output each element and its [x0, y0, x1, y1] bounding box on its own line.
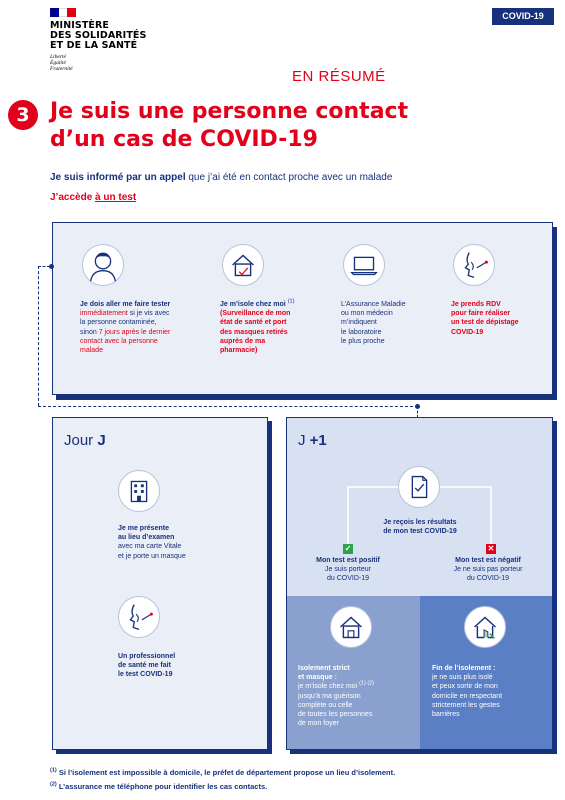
logo-line: ET DE LA SANTÉ [50, 40, 138, 51]
step-bold: Je dois aller me faire tester [80, 301, 171, 308]
ministry-logo [50, 8, 160, 72]
day-label-prefix: Jour [64, 432, 98, 449]
step-bold: le test COVID-19 [118, 671, 173, 679]
result-negative [432, 556, 544, 584]
step-text: ou mon médecin [341, 310, 393, 318]
step-text: L’Assurance Maladie [341, 301, 406, 308]
step-red: pour faire réaliser [451, 310, 511, 318]
home-open-icon [464, 606, 506, 648]
footnote-ref: (1) [50, 767, 57, 774]
footnote-ref: (2) [50, 781, 57, 788]
day-j-panel [52, 417, 268, 750]
covid-badge: COVID-19 [492, 8, 554, 25]
footnote-text: Si l’isolement est impossible à domicile, le préfet de département propose un lieu d’isolement. [56, 768, 396, 777]
step-bold: Je m’isole chez moi [220, 301, 286, 308]
step-text: de toutes les personnes [298, 711, 373, 719]
logo-line: DES SOLIDARITÉS [50, 30, 147, 41]
step-bold: Un professionnel [118, 653, 176, 660]
step-red: un test de dépistage [451, 319, 519, 327]
step-red: auprès de ma [220, 337, 266, 345]
step-text: la personne contaminée, [80, 319, 157, 327]
step-text: Je ne suis pas porteur [453, 566, 523, 574]
isolation-end [432, 664, 548, 719]
step-red: (Surveillance de mon [220, 310, 291, 318]
step-go-exam-place [118, 524, 258, 561]
step-text: et je porte un masque [118, 552, 186, 560]
connector-line [38, 406, 418, 407]
motto-line: Égalité [50, 60, 66, 66]
step-text: je m’isole chez moi [298, 683, 358, 691]
intro-rest: que j’ai été en contact proche avec un malade [185, 172, 393, 183]
en-resume-label: EN RÉSUMÉ [292, 68, 386, 85]
swab-test-icon [118, 596, 160, 638]
access-prefix: J’accède [50, 192, 96, 203]
title-line: d’un cas de COVID-19 [50, 127, 318, 152]
footnote-1 [50, 768, 395, 777]
step-text: jusqu’à ma guérison [298, 692, 361, 700]
laptop-icon [343, 244, 385, 286]
step-text: je ne suis plus isolé [432, 674, 493, 682]
step-text: m’indiquent [341, 319, 377, 327]
footnote-ref: (1) [287, 298, 295, 305]
positive-check-icon: ✓ [344, 544, 352, 553]
day-label-bold: J [97, 432, 106, 449]
motto [50, 54, 160, 72]
footnote-ref: (1) (2) [359, 681, 375, 688]
step-bold: Mon test est négatif [455, 557, 521, 564]
step-text: avec ma carte Vitale [118, 543, 182, 551]
step-text: si je vis avec [127, 310, 170, 318]
step-red: des masques retirés [220, 328, 288, 336]
step-red: malade [80, 347, 103, 355]
day-label-bold: +1 [309, 432, 327, 449]
step-text: et peux sortir de mon [432, 683, 498, 691]
step-bold: de santé me fait [118, 662, 171, 670]
step-text: du COVID-19 [326, 575, 370, 583]
step-number-badge: 3 [8, 100, 38, 130]
step-red: Je prends RDV [451, 301, 501, 308]
flag-icon [50, 8, 76, 17]
step-bold: Mon test est positif [316, 557, 380, 564]
step-text: le plus proche [341, 337, 385, 345]
connector-line [38, 266, 39, 406]
home-icon [330, 606, 372, 648]
step-text: Je suis porteur [325, 566, 371, 574]
step-bold: Je reçois les résultats [383, 519, 457, 526]
connector-line [38, 266, 50, 267]
page-title [50, 98, 450, 154]
step-bold: de mon test COVID-19 [383, 528, 457, 536]
building-icon [118, 470, 160, 512]
step-bold: au lieu d’examen [118, 534, 175, 542]
step-red: contact avec la personne [80, 337, 158, 345]
isolation-strict [298, 664, 416, 728]
step-text: barrières [432, 711, 460, 719]
step-book-appointment [451, 300, 546, 337]
step-insurance-lab [341, 300, 436, 346]
access-text [50, 192, 136, 203]
step-text: strictement les gestes [432, 701, 500, 709]
motto-line: Fraternité [50, 66, 73, 72]
logo-line: MINISTÈRE [50, 20, 109, 31]
step-bold: et masque : [298, 674, 337, 682]
document-check-icon [398, 466, 440, 508]
step-red: COVID-19 [451, 328, 484, 336]
title-line: Je suis une personne contact [50, 99, 409, 124]
access-test-link[interactable]: à un test [95, 192, 137, 203]
step-text: sinon [80, 328, 99, 336]
day-label-prefix: J [298, 432, 310, 449]
step-text: du COVID-19 [466, 575, 510, 583]
step-red: 7 jours après le dernier [98, 328, 171, 336]
step-text: de mon foyer [298, 720, 339, 728]
step-red: pharmacie) [220, 347, 258, 355]
step-text: le laboratoire [341, 328, 382, 336]
footnote-text: L’assurance me téléphone pour identifier les cas contacts. [56, 782, 268, 791]
step-professional-test [118, 652, 258, 680]
step-red: immédiatement [80, 310, 128, 318]
step-bold: Isolement strict [298, 665, 350, 672]
step-isolate-home [220, 300, 315, 355]
home-icon [222, 244, 264, 286]
negative-cross-icon: ✕ [487, 544, 495, 553]
motto-line: Liberté [50, 54, 66, 60]
intro-bold: Je suis informé par un appel [50, 172, 186, 183]
result-branch-lines [286, 417, 553, 617]
intro-text [50, 172, 392, 183]
person-icon [82, 244, 124, 286]
day-j-label [64, 432, 106, 449]
result-positive [296, 556, 400, 584]
step-text: domicile en respectant [432, 692, 503, 700]
step-bold: Je me présente [118, 525, 169, 532]
nasal-swab-icon [453, 244, 495, 286]
results-received [362, 518, 478, 536]
step-bold: Fin de l’isolement : [432, 665, 496, 672]
step-test-immediately [80, 300, 195, 355]
footnote-2 [50, 782, 267, 791]
step-text: complète ou celle [298, 701, 353, 709]
step-red: état de santé et port [220, 319, 287, 327]
